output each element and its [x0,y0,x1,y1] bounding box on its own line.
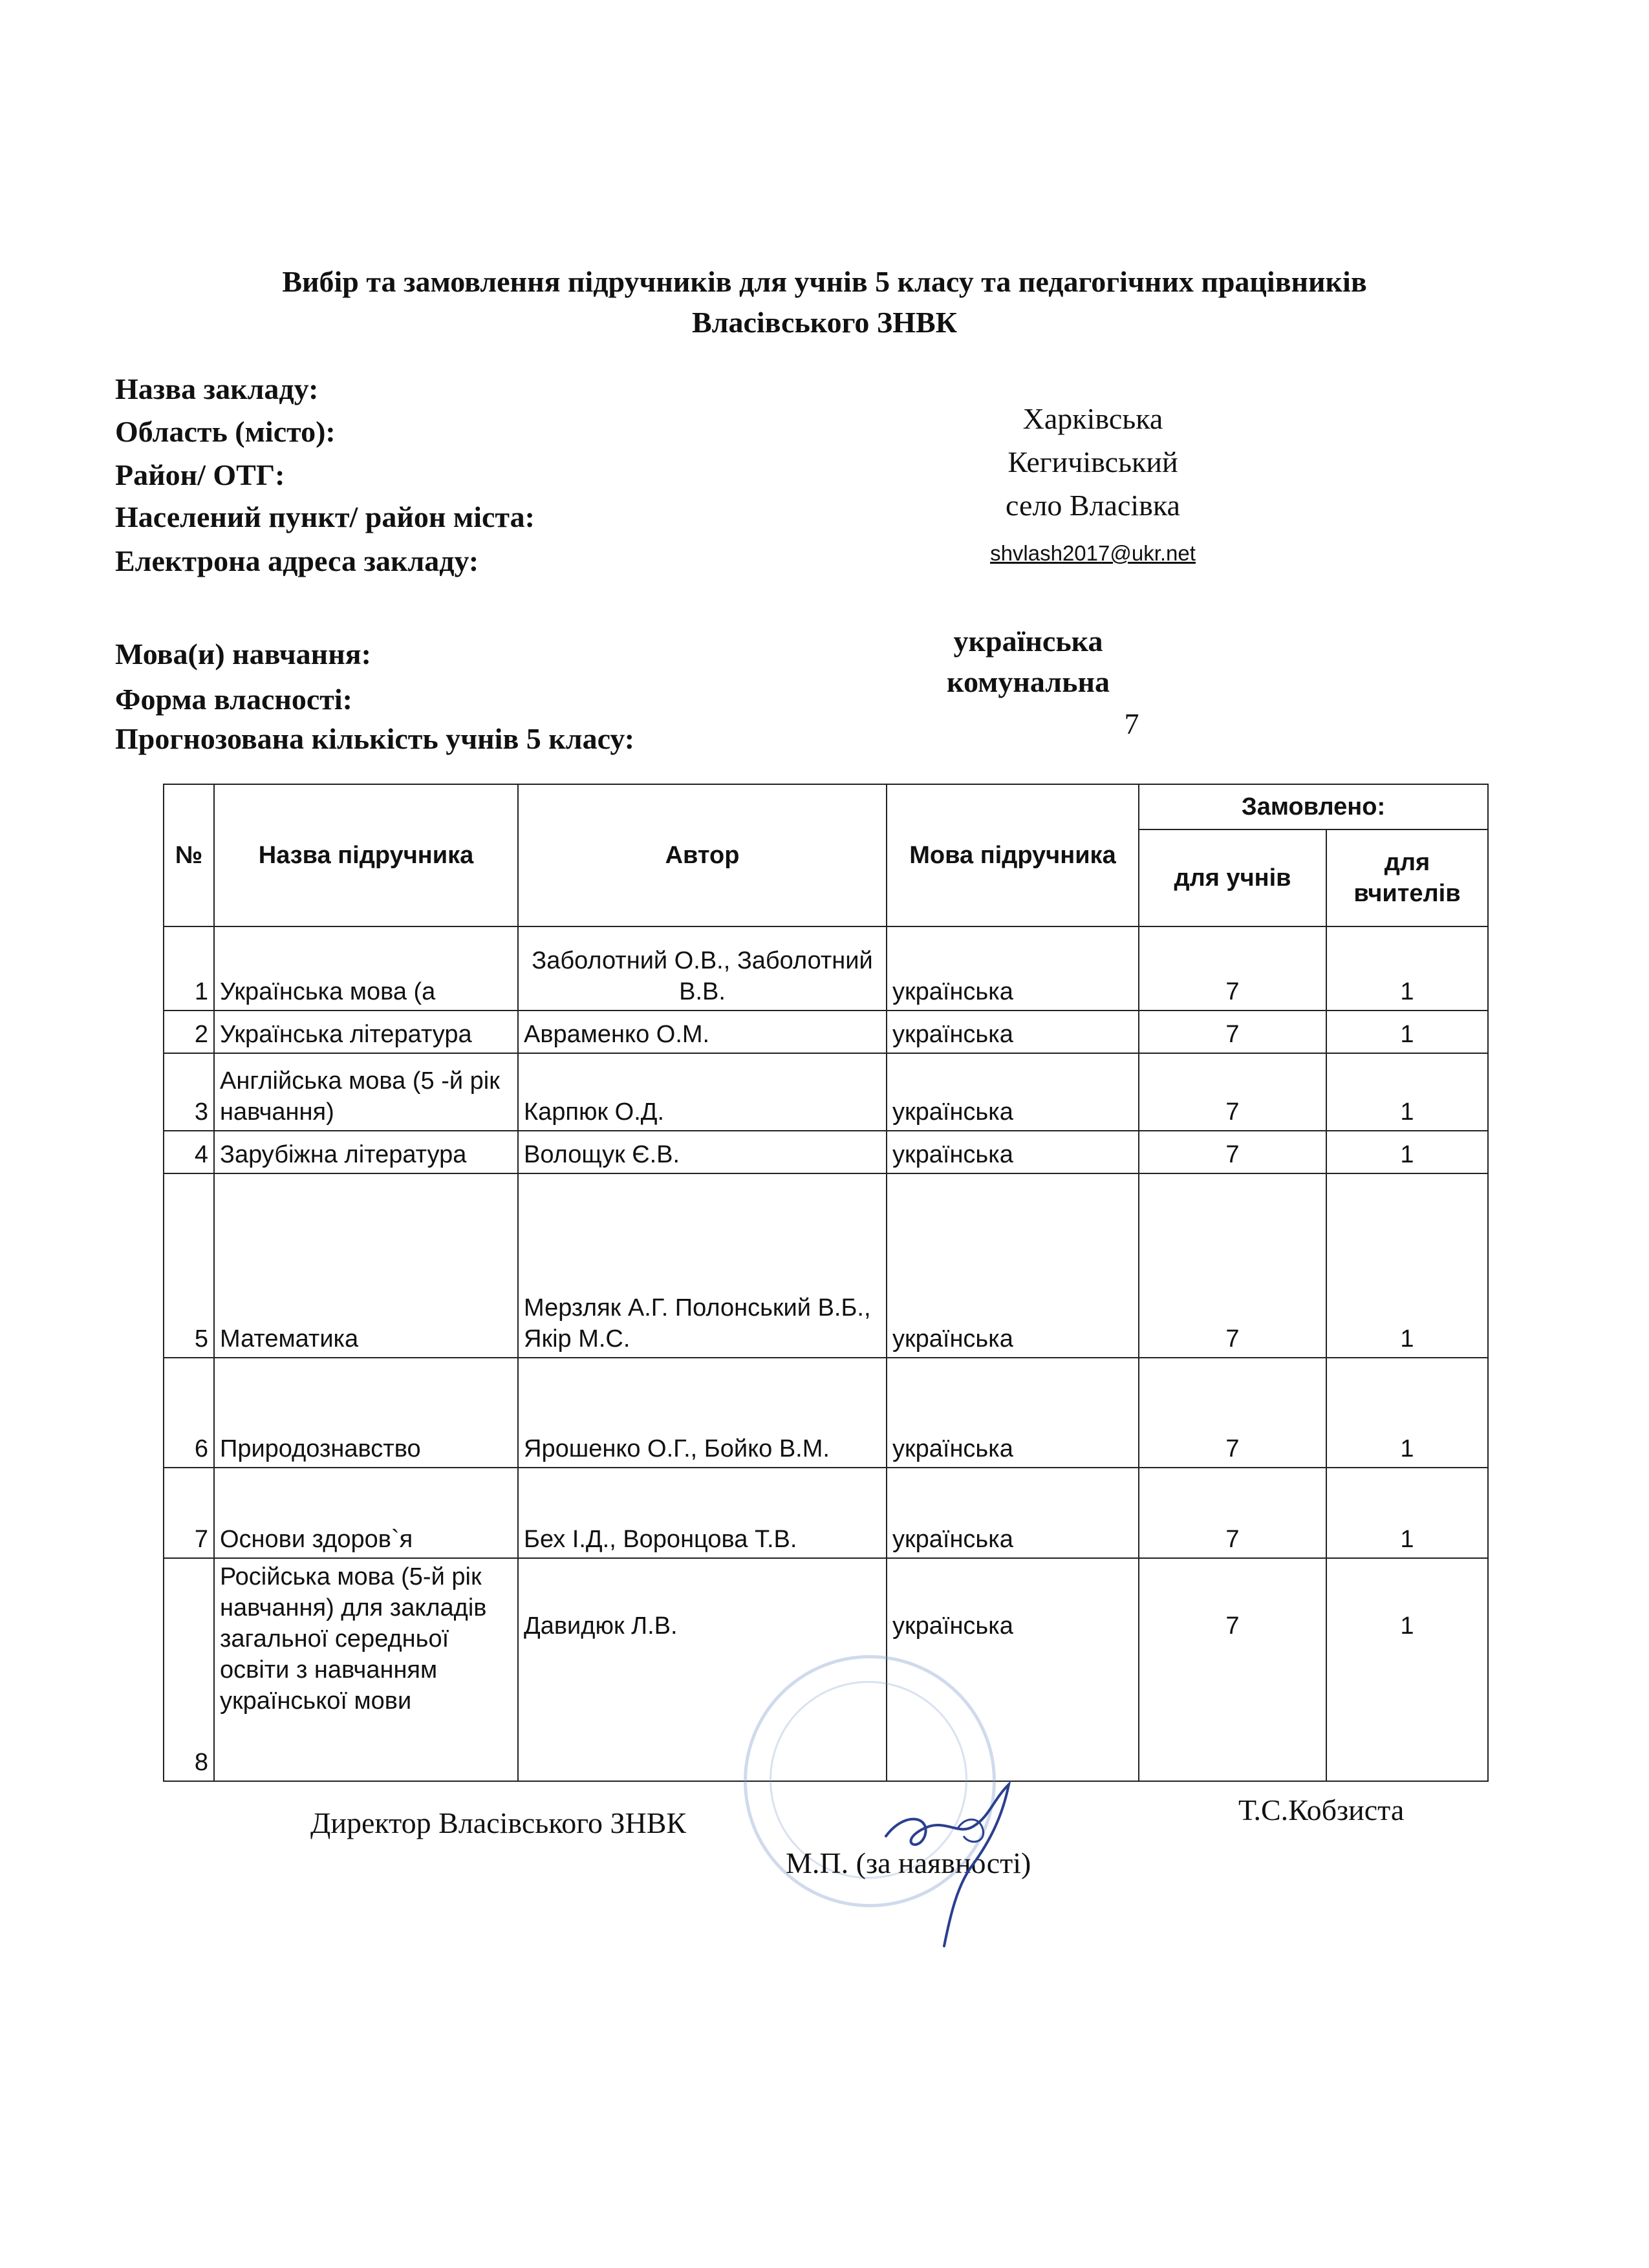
row-for-teachers: 1 [1326,1358,1488,1468]
row-author: Ярошенко О.Г., Бойко В.М. [518,1358,887,1468]
row-language: українська [887,1053,1139,1131]
label-settlement: Населений пункт/ район міста: [115,500,535,533]
row-author: Карпюк О.Д. [518,1053,887,1131]
row-for-teachers: 1 [1326,1131,1488,1173]
table-row [164,1358,1488,1468]
value-region: Харківська [1022,402,1163,435]
row-for-teachers: 1 [1326,1011,1488,1053]
row-author: Бех І.Д., Воронцова Т.В. [518,1468,887,1558]
row-for-students: 7 [1139,926,1326,1011]
row-language: українська [887,1011,1139,1053]
value-settlement: село Власівка [1006,489,1180,522]
header-author: Автор [518,784,887,926]
row-language: українська [887,1131,1139,1173]
row-for-students: 7 [1139,1173,1326,1358]
row-num: 8 [164,1558,214,1781]
table-row [164,1468,1488,1558]
header-for-teachers: для вчителів [1326,829,1488,926]
document-title-line1: Вибір та замовлення підручників для учнів 5 класу та педагогічних працівників [282,265,1367,298]
row-for-teachers: 1 [1326,1053,1488,1131]
row-for-students: 7 [1139,1053,1326,1131]
row-language: українська [887,1468,1139,1558]
row-language: українська [887,1358,1139,1468]
row-language: українська [887,1558,1139,1781]
header-for-students: для учнів [1139,829,1326,926]
row-num: 2 [164,1011,214,1053]
row-author: Мерзляк А.Г. Полонський В.Б., Якір М.С. [518,1173,887,1358]
row-for-teachers: 1 [1326,1173,1488,1358]
row-book: Природознавство [214,1358,518,1468]
row-for-teachers: 1 [1326,1558,1488,1781]
row-for-teachers: 1 [1326,926,1488,1011]
table-row [164,1011,1488,1053]
document-title-line2: Власівського ЗНВК [691,306,958,339]
row-author: Волощук Є.В. [518,1131,887,1173]
row-language: українська [887,1173,1139,1358]
value-language: українська [953,625,1103,658]
header-book: Назва підручника [214,784,518,926]
row-author: Авраменко О.М. [518,1011,887,1053]
table-row [164,1053,1488,1131]
label-school-name: Назва закладу: [115,372,319,405]
signature-position: Директор Власівського ЗНВК [310,1806,687,1839]
row-num: 6 [164,1358,214,1468]
textbook-order-table [163,784,1489,1782]
stamp-note: М.П. (за наявності) [786,1846,1031,1879]
label-students-count: Прогнозована кількість учнів 5 класу: [115,722,635,755]
value-email: shvlash2017@ukr.net [990,541,1196,565]
row-book: Зарубіжна література [214,1131,518,1173]
header-language: Мова підручника [887,784,1139,926]
header-ordered: Замовлено: [1139,784,1488,829]
row-book: Основи здоров`я [214,1468,518,1558]
row-for-teachers: 1 [1326,1468,1488,1558]
value-district: Кегичівський [1008,445,1178,478]
row-for-students: 7 [1139,1131,1326,1173]
row-author: Заболотний О.В., Заболотний В.В. [518,926,887,1011]
row-book: Математика [214,1173,518,1358]
row-book: Українська література [214,1011,518,1053]
table-row [164,1173,1488,1358]
value-students-count: 7 [1124,707,1139,740]
row-book: Англійська мова (5 -й рік навчання) [214,1053,518,1131]
row-author: Давидюк Л.В. [518,1558,887,1781]
label-email: Електрона адреса закладу: [115,544,479,577]
row-num: 1 [164,926,214,1011]
label-district: Район/ ОТГ: [115,458,285,491]
row-for-students: 7 [1139,1468,1326,1558]
row-language: українська [887,926,1139,1011]
handwritten-signature [860,1739,1054,1952]
row-num: 4 [164,1131,214,1173]
row-book: Українська мова (а [214,926,518,1011]
value-ownership: комунальна [947,665,1110,698]
signature-name: Т.С.Кобзиста [1238,1793,1405,1826]
label-ownership: Форма власності: [115,683,352,716]
row-num: 7 [164,1468,214,1558]
row-for-students: 7 [1139,1011,1326,1053]
row-book: Російська мова (5-й рік навчання) для закладів загальної середньої освіти з навчанням української мови [214,1558,518,1781]
table-row [164,1131,1488,1173]
table-row [164,926,1488,1011]
label-region: Область (місто): [115,415,336,448]
row-num: 3 [164,1053,214,1131]
label-language: Мова(и) навчання: [115,637,371,670]
header-num: № [164,784,214,926]
row-for-students: 7 [1139,1558,1326,1781]
row-for-students: 7 [1139,1358,1326,1468]
row-num: 5 [164,1173,214,1358]
